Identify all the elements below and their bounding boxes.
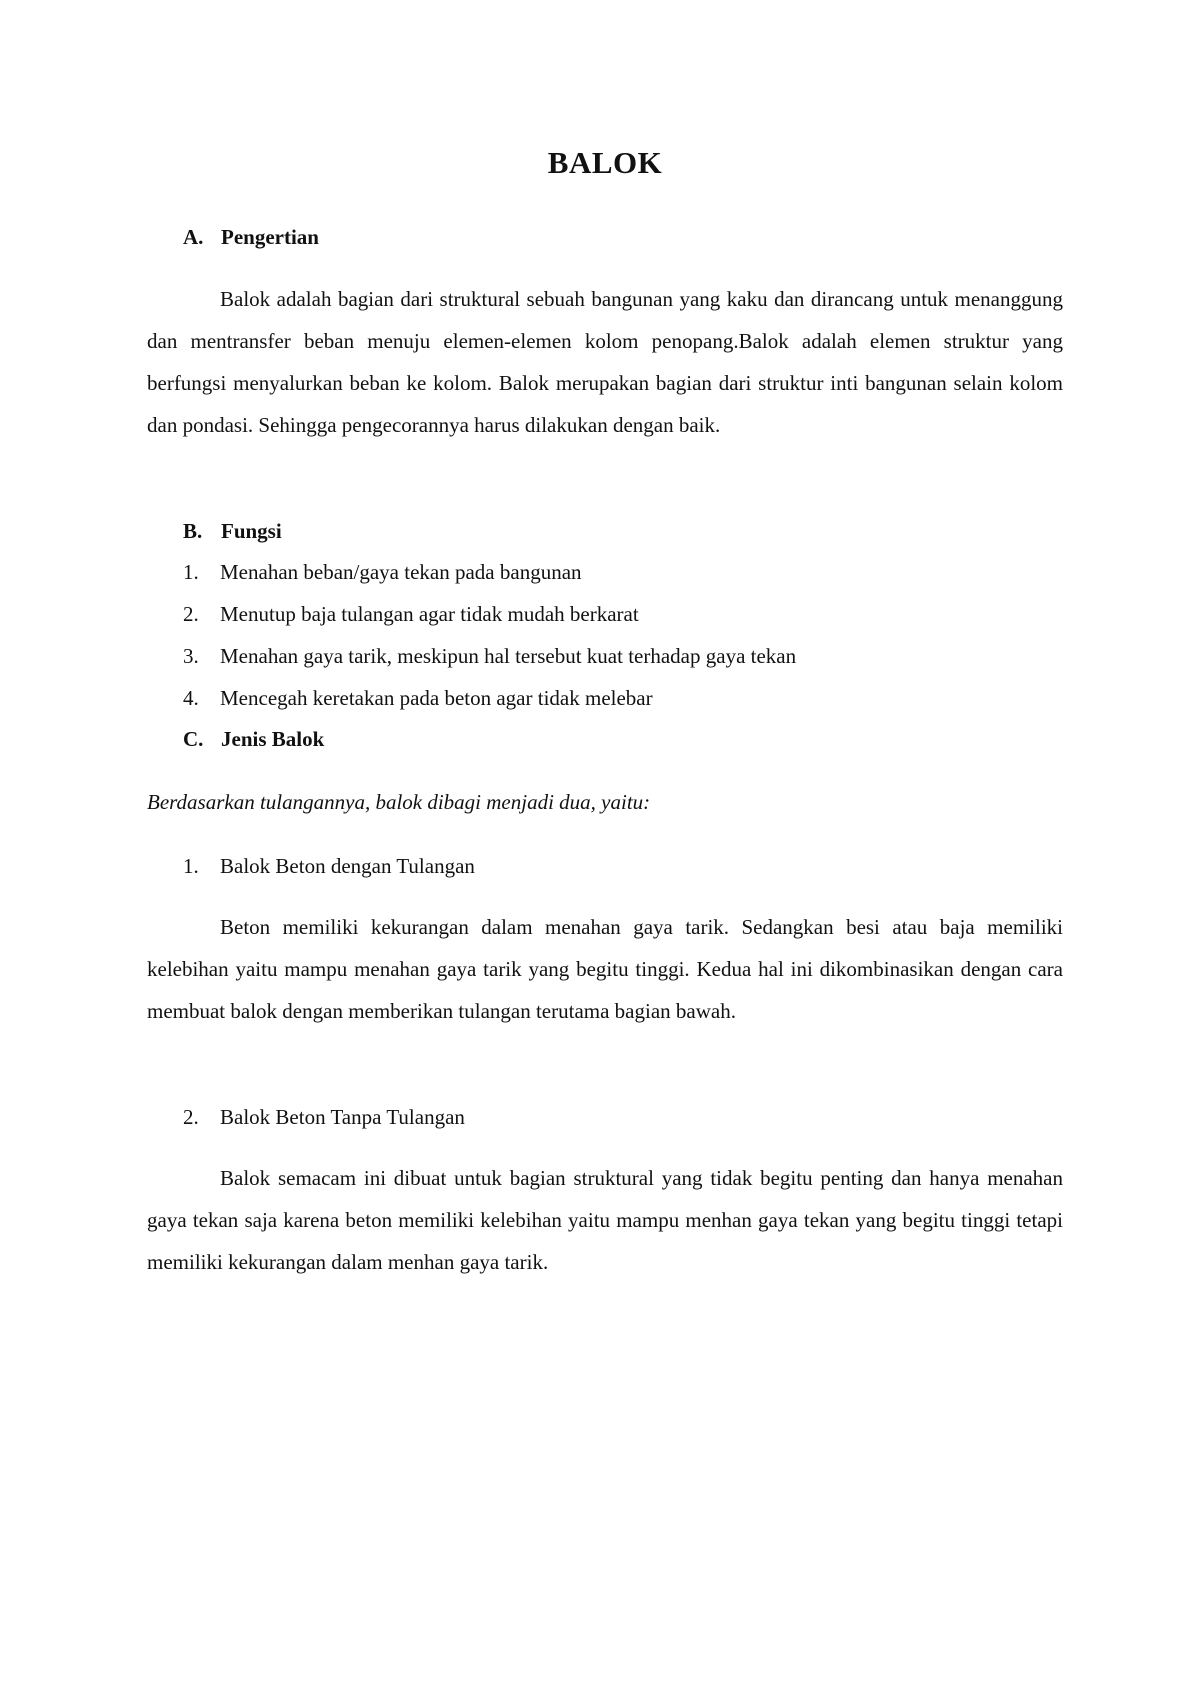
list-item-number: 2. (183, 1105, 199, 1129)
list-item-number: 2. (183, 602, 199, 626)
page-title: BALOK (547, 145, 663, 180)
section-heading-text: Fungsi (221, 519, 282, 543)
list-item (183, 635, 796, 677)
list-item-text: Balok Beton Tanpa Tulangan (220, 1105, 465, 1129)
list-item-text: Menahan gaya tarik, meskipun hal tersebut kuat terhadap gaya tekan (220, 644, 797, 668)
list-item (183, 677, 796, 719)
fungsi-list (183, 551, 796, 719)
jenis-balok-intro: Berdasarkan tulangannya, balok dibagi menjadi dua, yaitu: (147, 790, 651, 814)
section-marker: B. (183, 519, 203, 543)
list-item-text: Menutup baja tulangan agar tidak mudah berkarat (220, 602, 639, 626)
section-heading-fungsi (183, 516, 282, 546)
list-item-text: Balok Beton dengan Tulangan (220, 854, 475, 878)
balok-dengan-tulangan-paragraph: Beton memiliki kekurangan dalam menahan gaya tarik. Sedangkan besi atau baja memiliki kelebihan yaitu mampu menahan gaya tarik yang begitu tinggi. Kedua hal ini dikombinasikan dengan cara membuat balok dengan memberikan tulangan terutama bagian bawah. (147, 915, 1063, 1023)
list-item-number: 4. (183, 686, 199, 710)
list-item-number: 3. (183, 644, 199, 668)
list-item-text: Mencegah keretakan pada beton agar tidak melebar (220, 686, 653, 710)
balok-tanpa-tulangan-paragraph: Balok semacam ini dibuat untuk bagian struktural yang tidak begitu penting dan hanya menahan gaya tekan saja karena beton memiliki kelebihan yaitu mampu menhan gaya tekan yang begitu tinggi tetapi memiliki kekurangan dalam menhan gaya tarik. (147, 1166, 1063, 1274)
pengertian-paragraph: Balok adalah bagian dari struktural sebuah bangunan yang kaku dan dirancang untuk menanggung dan mentransfer beban menuju elemen-elemen kolom penopang.Balok adalah elemen struktur yang berfungsi menyalurkan beban ke kolom. Balok merupakan bagian dari struktur inti bangunan selain kolom dan pondasi. Sehingga pengecorannya harus dilakukan dengan baik. (147, 287, 1063, 437)
list-item-text: Menahan beban/gaya tekan pada bangunan (220, 560, 582, 584)
section-heading-pengertian (183, 222, 319, 252)
jenis-balok-item (183, 851, 475, 881)
list-item (183, 551, 796, 593)
jenis-balok-item (183, 1102, 465, 1132)
section-marker: C. (183, 727, 204, 751)
section-heading-text: Pengertian (221, 225, 319, 249)
list-item-number: 1. (183, 854, 199, 878)
list-item (183, 593, 796, 635)
section-heading-jenis-balok (183, 724, 324, 754)
section-marker: A. (183, 225, 204, 249)
list-item-number: 1. (183, 560, 199, 584)
section-heading-text: Jenis Balok (221, 727, 325, 751)
